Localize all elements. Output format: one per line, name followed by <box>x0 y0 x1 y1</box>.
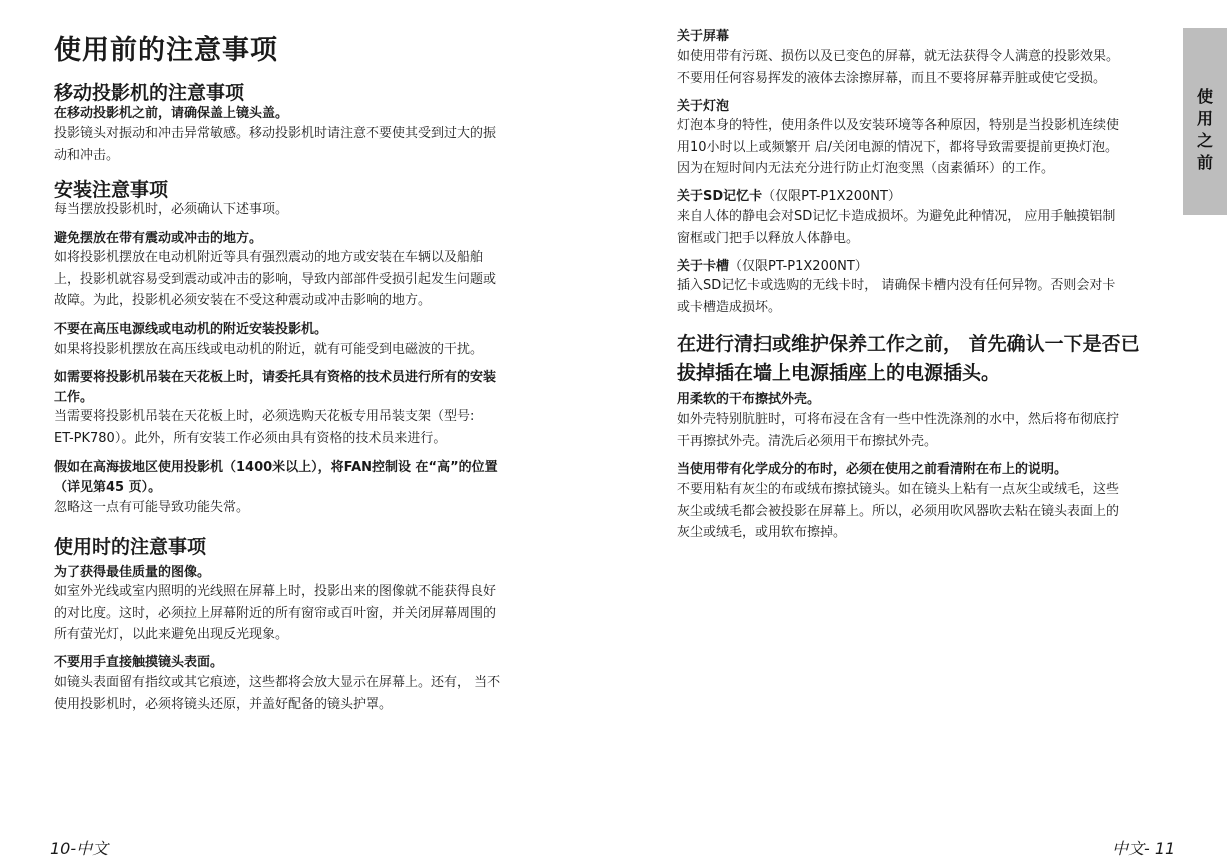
chapter-side-tab-label: 使 用 之 前 <box>1196 87 1213 172</box>
paragraph-card-slot: 插入SD记忆卡或选购的无线卡时， 请确保卡槽内没有任何异物。否则会对卡 或卡槽造成损坏。 <box>677 278 1116 315</box>
subheading-vibration: 避免摆放在带有震动或冲击的地方。 <box>54 231 263 246</box>
subheading-screen: 关于屏幕 <box>677 29 730 44</box>
paragraph-screen: 如使用带有污斑、损伤以及已变色的屏幕，就无法获得令人满意的投影效果。 不要用任何容易挥发的液体去涂擦屏幕，而且不要将屏幕弄脏或使它受损。 <box>677 49 1120 86</box>
section-heading-cleaning: 在进行清扫或维护保养工作之前， 首先确认一下是否已 拔掉插在墙上电源插座上的电源插头。 <box>677 333 1140 384</box>
page-title: 使用前的注意事项 <box>54 35 278 66</box>
subheading-lens-touch: 不要用手直接触摸镜头表面。 <box>54 655 224 670</box>
subheading-high-voltage: 不要在高压电源线或电动机的附近安装投影机。 <box>54 322 328 337</box>
section-heading-install: 安装注意事项 <box>54 179 169 201</box>
section-heading-use: 使用时的注意事项 <box>54 536 207 558</box>
section-heading-moving: 移动投影机的注意事项 <box>54 82 245 104</box>
paragraph-soft-cloth: 如外壳特别肮脏时，可将布浸在含有一些中性洗涤剂的水中，然后将布彻底拧 干再擦拭外壳。清洗后必须用干布擦拭外壳。 <box>677 412 1120 449</box>
subheading-card-slot: 关于卡槽（仅限PT-P1X200NT） <box>677 259 868 274</box>
paragraph-install-intro: 每当摆放投影机时，必须确认下述事项。 <box>54 202 289 217</box>
subheading-soft-cloth: 用柔软的干布擦拭外壳。 <box>677 392 821 407</box>
subheading-image-quality: 为了获得最佳质量的图像。 <box>54 565 211 580</box>
paragraph-ceiling-mount: 当需要将投影机吊装在天花板上时，必须选购天花板专用吊装支架（型号: ET-PK780）。此外，所有安装工作必须由具有资格的技术员来进行。 <box>54 409 475 446</box>
page-number-right: 中文- 11 <box>1112 839 1176 858</box>
subheading-chemical-cloth: 当使用带有化学成分的布时，必须在使用之前看清附在布上的说明。 <box>677 462 1068 477</box>
subheading-lamp: 关于灯泡 <box>677 99 730 114</box>
paragraph-high-voltage: 如果将投影机摆放在高压线或电动机的附近，就有可能受到电磁波的干扰。 <box>54 342 484 357</box>
paragraph-high-altitude: 忽略这一点有可能导致功能失常。 <box>54 500 250 515</box>
page-number-left: 10-中文 <box>50 839 109 858</box>
paragraph-lens-touch: 如镜头表面留有指纹或其它痕迹，这些都将会放大显示在屏幕上。还有， 当不 使用投影机时，必须将镜头还原，并盖好配备的镜头护罩。 <box>54 675 501 712</box>
paragraph-vibration: 如将投影机摆放在电动机附近等具有强烈震动的地方或安装在车辆以及船舶 上，投影机就容易受到震动或冲击的影响，导致内部部件受损引起发生问题或 故障。为此，投影机必须安装在不受这种震动或冲击影响的地方。 <box>54 250 497 308</box>
paragraph-chemical-cloth: 不要用粘有灰尘的布或绒布擦拭镜头。如在镜头上粘有一点灰尘或绒毛，这些 灰尘或绒毛都会被投影在屏幕上。所以，必须用吹风器吹去粘在镜头表面上的 灰尘或绒毛，或用软布擦掉。 <box>677 482 1120 540</box>
subheading-sd-card: 关于SD记忆卡（仅限PT-P1X200NT） <box>677 189 901 204</box>
chapter-side-tab <box>1183 28 1227 215</box>
paragraph-sd-card: 来自人体的静电会对SD记忆卡造成损坏。为避免此种情况， 应用手触摸铝制 窗框或门把手以释放人体静电。 <box>677 209 1116 246</box>
subheading-high-altitude: 假如在高海拔地区使用投影机（1400米以上），将FAN控制设 在“高”的位置 （详见第45 页）。 <box>54 460 498 495</box>
subheading-ceiling-mount: 如需要将投影机吊装在天花板上时，请委托具有资格的技术员进行所有的安装 工作。 <box>54 370 497 405</box>
paragraph-image-quality: 如室外光线或室内照明的光线照在屏幕上时，投影出来的图像就不能获得良好 的对比度。这时，必须拉上屏幕附近的所有窗帘或百叶窗，并关闭屏幕周围的 所有萤光灯，以此来避免出现反光现象。 <box>54 584 497 642</box>
subheading-lens-cap: 在移动投影机之前，请确保盖上镜头盖。 <box>54 106 289 121</box>
paragraph-moving: 投影镜头对振动和冲击异常敏感。移动投影机时请注意不要使其受到过大的振 动和冲击。 <box>54 126 497 163</box>
paragraph-lamp: 灯泡本身的特性，使用条件以及安装环境等各种原因，特别是当投影机连续使 用10小时以上或频繁开 启/关闭电源的情况下，都将导致需要提前更换灯泡。 因为在短时间内无法充分进行防止灯泡变黑（卤素循环）的工作。 <box>677 118 1120 176</box>
